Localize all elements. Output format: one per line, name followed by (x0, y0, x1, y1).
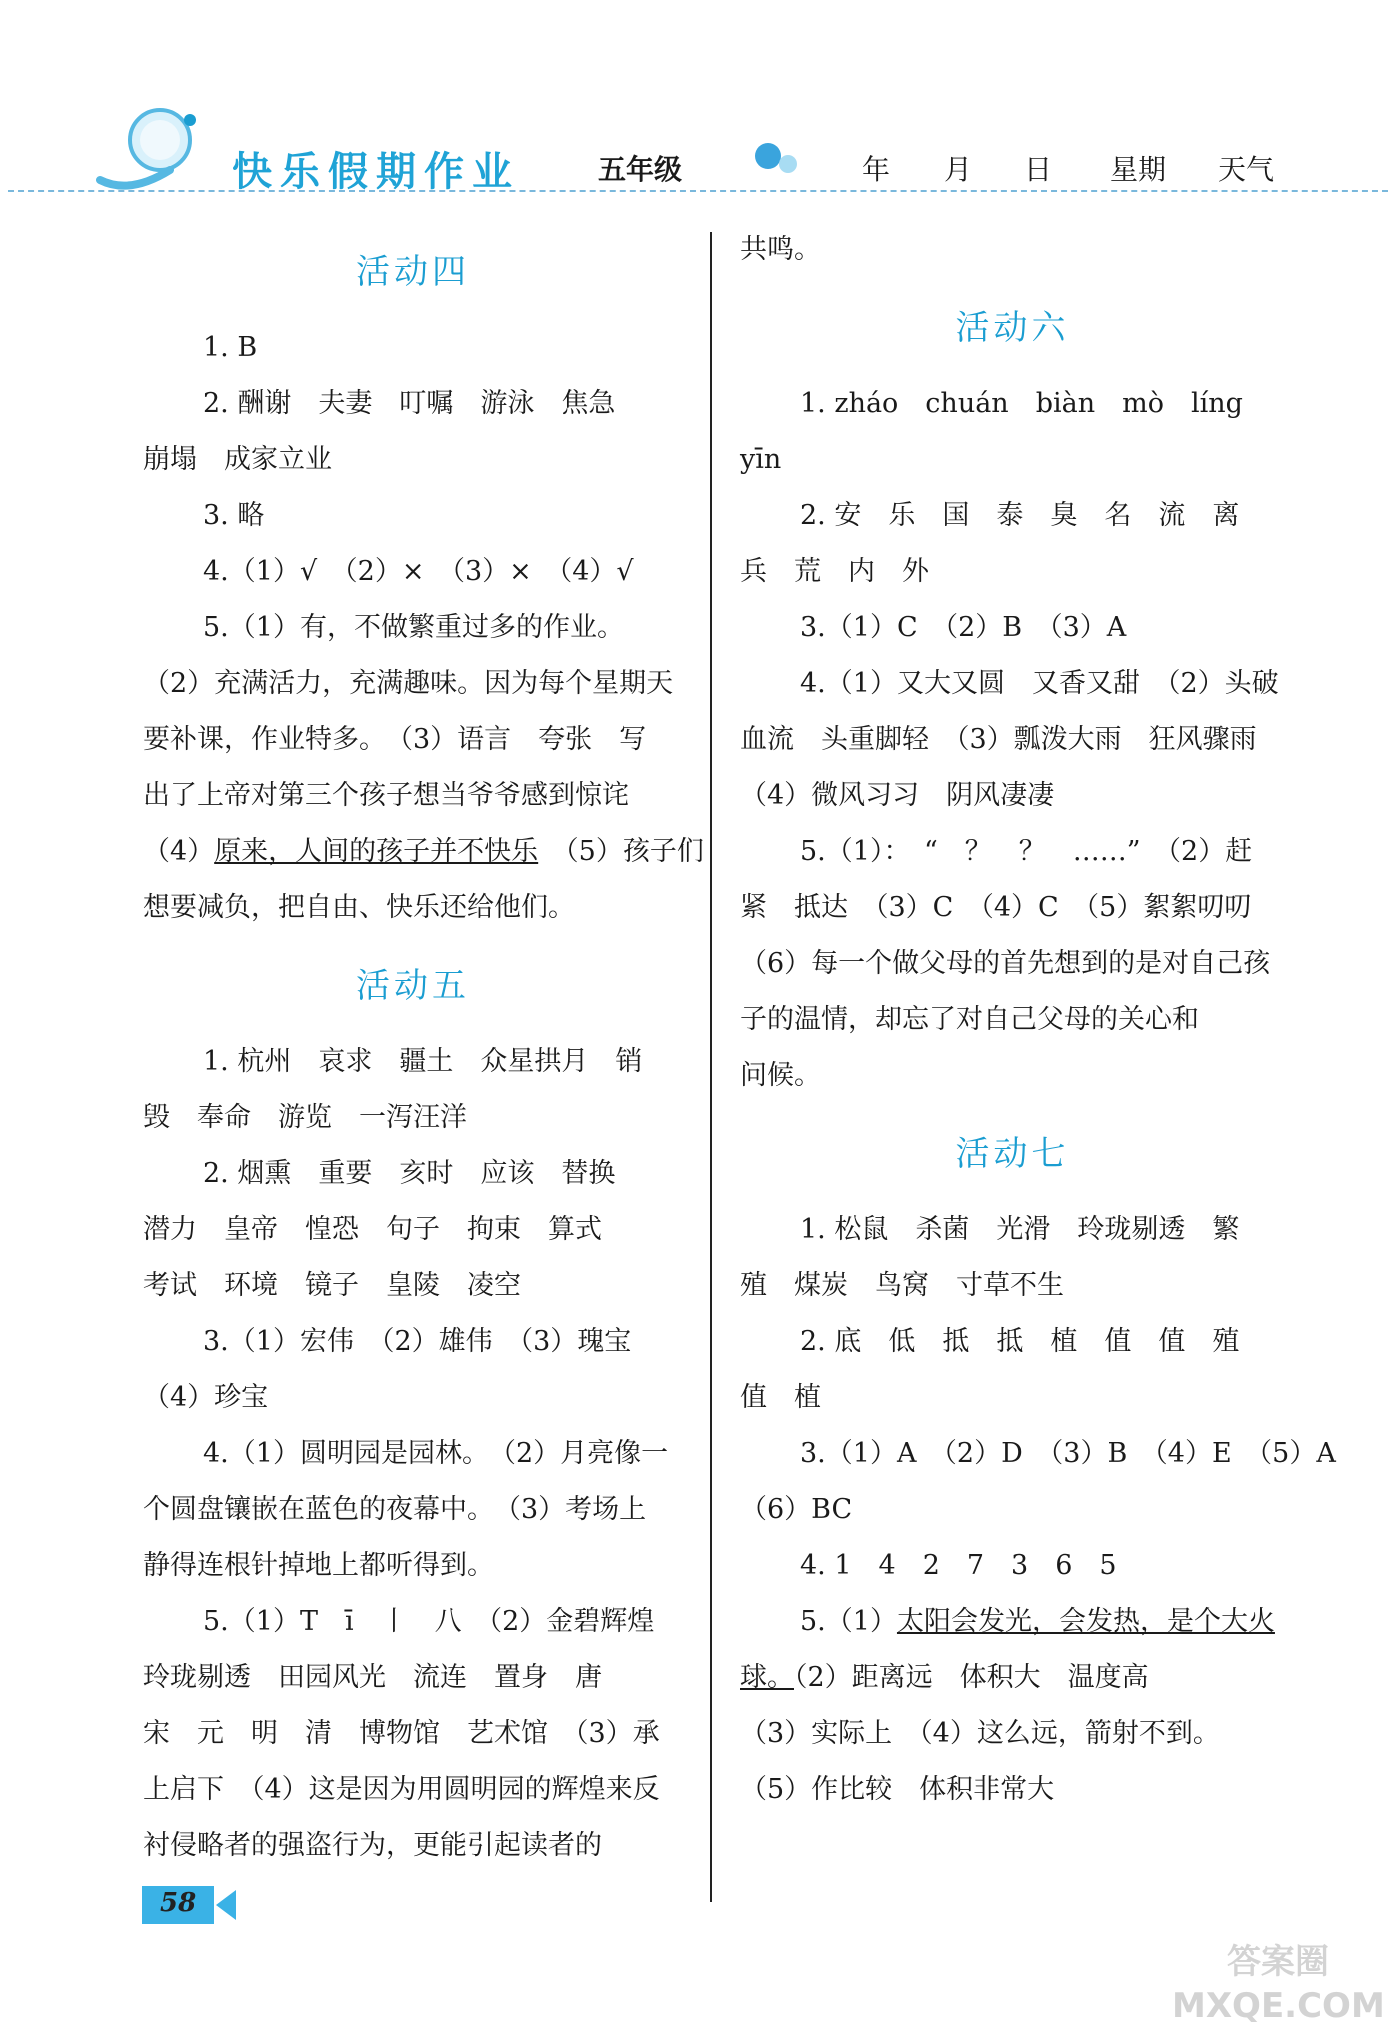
heading-activity-5: 活动五 (356, 966, 470, 1006)
watermark-text: 答案圈 MXQE.COM (1172, 1942, 1385, 2026)
answer-line: 考试 环境 镜子 皇陵 凌空 (143, 1270, 521, 1301)
answer-line: 1. 松鼠 杀菌 光滑 玲珑剔透 繁 (800, 1214, 1240, 1245)
answer-line: 紧 抵达 （3）C （4）C （5）絮絮叨叨 (740, 892, 1252, 923)
day-label: 日 (1024, 153, 1053, 186)
answer-line: 4.（1）圆明园是园林。 （2）月亮像一 (203, 1438, 669, 1469)
answer-line: 1. zháo chuán biàn mò líng (800, 388, 1243, 419)
watermark (1172, 1940, 1384, 2032)
answer-line: 出了上帝对第三个孩子想当爷爷感到惊诧 (143, 780, 629, 811)
answer-line: 兵 荒 内 外 (740, 556, 929, 587)
answer-line: 2. 底 低 抵 抵 植 值 值 殖 (800, 1326, 1240, 1357)
answer-text: （4） (143, 836, 215, 867)
magnifier-logo-icon (90, 100, 220, 200)
answer-text: （5）孩子们 (538, 836, 704, 867)
answer-line: 3.（1）C （2）B （3）A (800, 612, 1127, 643)
underlined-answer: 太阳会发光，会发热，是个大火 (896, 1606, 1275, 1637)
heading-activity-7: 活动七 (955, 1134, 1070, 1174)
answer-line: （3）实际上 （4）这么远，箭射不到。 (740, 1718, 1220, 1749)
left-column (143, 222, 704, 1874)
underlined-answer: 球。 (740, 1662, 794, 1693)
answer-line: 血流 头重脚轻 （3）瓢泼大雨 狂风骤雨 (740, 724, 1257, 755)
month-label: 月 (944, 153, 973, 186)
page-number: 58 (160, 1888, 197, 1918)
answer-line: 值 植 (740, 1382, 821, 1413)
column-divider (710, 232, 712, 1902)
heading-activity-6: 活动六 (955, 308, 1070, 348)
weekday-label: 星期 (1110, 153, 1167, 186)
weather-label: 天气 (1218, 153, 1275, 186)
answer-line: （2）充满活力，充满趣味。因为每个星期天 (143, 668, 674, 699)
answer-line: 上启下 （4）这是因为用圆明园的辉煌来反 (143, 1774, 660, 1805)
heading-activity-4: 活动四 (356, 252, 470, 292)
year-label: 年 (862, 153, 891, 186)
answer-line (740, 1650, 1285, 1706)
answer-text: （2）距离远 体积大 温度高 (794, 1662, 1149, 1693)
answer-line: 子的温情，却忘了对自己父母的关心和 (740, 1004, 1199, 1035)
answer-line: 1. 杭州 哀求 疆土 众星拱月 销 (203, 1046, 643, 1077)
answer-line: 殖 煤炭 鸟窝 寸草不生 (740, 1270, 1064, 1301)
answer-line: 4. 1 4 2 7 3 6 5 (800, 1550, 1117, 1581)
answer-line: （4）珍宝 (143, 1382, 269, 1413)
answer-line: 毁 奉命 游览 一泻汪洋 (143, 1102, 467, 1133)
grade-label: 五年级 (598, 153, 683, 186)
book-title: 快乐假期作业 (232, 149, 520, 195)
answer-line: （4）微风习习 阴风凄凄 (740, 780, 1055, 811)
answer-line: 想要减负，把自由、快乐还给他们。 (143, 892, 575, 923)
answer-line: 3.（1）A （2）D （3）B （4）E （5）A (800, 1438, 1336, 1469)
underlined-answer: 原来，人间的孩子并不快乐 (214, 836, 539, 867)
answer-line (740, 1594, 1285, 1650)
answer-line: 玲珑剔透 田园风光 流连 置身 唐 (143, 1662, 602, 1693)
answer-line: （6）每一个做父母的首先想到的是对自己孩 (740, 948, 1271, 979)
answer-line: （5）作比较 体积非常大 (740, 1774, 1055, 1805)
answer-line: 5.（1）T ī 丨 八 （2）金碧辉煌 (203, 1606, 655, 1637)
answer-line: 2. 安 乐 国 泰 臭 名 流 离 (800, 500, 1240, 531)
answer-line: 问候。 (740, 1060, 821, 1091)
answer-line: 静得连根针掉地上都听得到。 (143, 1550, 494, 1581)
ball-icon (752, 140, 802, 180)
answer-line (143, 824, 704, 880)
answer-line: 4.（1）√ （2）× （3）× （4）√ (203, 556, 634, 587)
right-column (740, 222, 1336, 1818)
page-header (0, 0, 1398, 210)
answer-line: 3. 略 (203, 500, 265, 531)
answer-line: 崩塌 成家立业 (143, 444, 332, 475)
answer-line: yīn (740, 444, 782, 475)
answer-line: （6）BC (740, 1494, 853, 1525)
header-divider (8, 190, 1388, 192)
answer-line: 个圆盘镶嵌在蓝色的夜幕中。 （3）考场上 (143, 1494, 647, 1525)
answer-text: 5.（1） (800, 1606, 897, 1637)
answer-line: 5.（1）： “ ？ ？ ……” （2）赶 (800, 836, 1253, 867)
answer-line: 1. B (203, 332, 258, 363)
answer-line: 2. 酬谢 夫妻 叮嘱 游泳 焦急 (203, 388, 616, 419)
answer-line: 要补课，作业特多。 （3）语言 夸张 写 (143, 724, 647, 755)
answer-line: 衬侵略者的强盗行为，更能引起读者的 (143, 1830, 602, 1861)
answer-line: 潜力 皇帝 惶恐 句子 拘束 算式 (143, 1214, 602, 1245)
answer-line: 2. 烟熏 重要 亥时 应该 替换 (203, 1158, 616, 1189)
answer-line: 共鸣。 (740, 234, 821, 265)
answer-line: 3.（1）宏伟 （2）雄伟 （3）瑰宝 (203, 1326, 632, 1357)
answer-line: 宋 元 明 清 博物馆 艺术馆 （3）承 (143, 1718, 660, 1749)
answer-line: 5.（1）有，不做繁重过多的作业。 (203, 612, 624, 643)
answer-line: 4.（1）又大又圆 又香又甜 （2）头破 (800, 668, 1279, 699)
